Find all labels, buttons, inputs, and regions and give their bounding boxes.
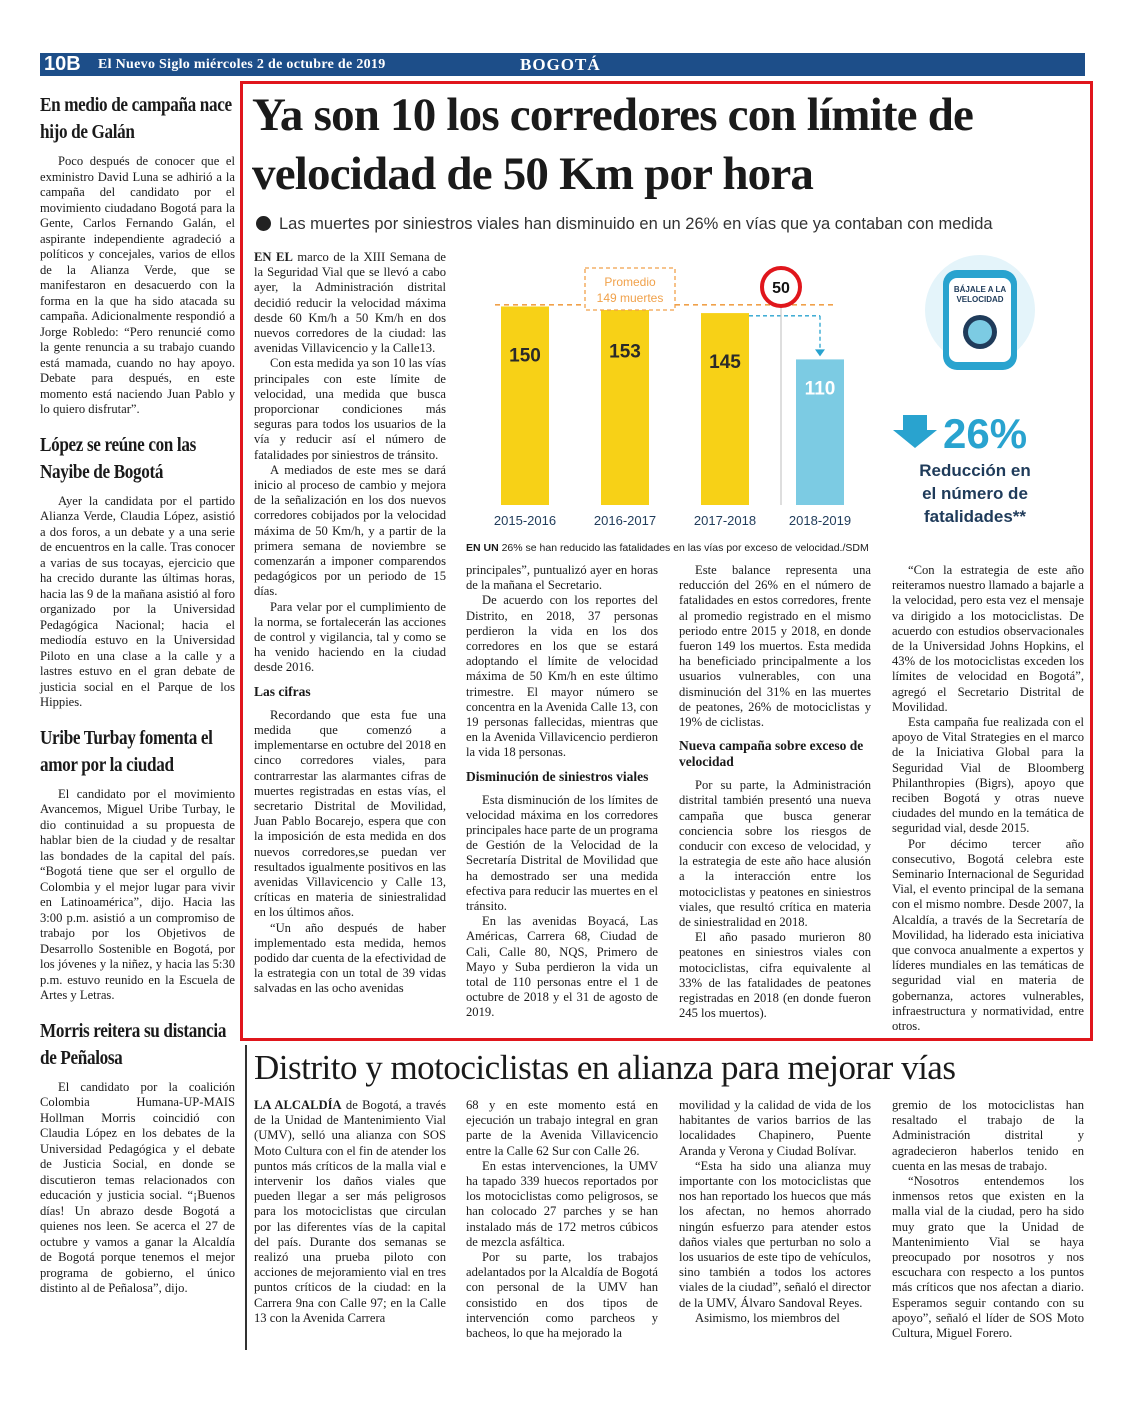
paragraph: Este balance representa una reducción del 26% en el número de fatalidades en estos corredores, frente al promedio registrado en el mismo periodo entre 2015 y 2018, en donde fueron 149 los muertos. Esta medida ha beneficiado principalmente a los usuarios vulnerables, con una disminución del 31% en las muertes de peatones, 26% de motociclistas y 19% de ciclistas. (679, 563, 871, 730)
article-column-2 (466, 563, 658, 1021)
paragraph: gremio de los motociclistas han resaltado el trabajo de la Administración distrital y agradecieron haberlos tenido en cuenta en las mesas de trabajo. (892, 1098, 1084, 1173)
paragraph: Por su parte, la Administración distrital también presentó una nueva campaña que busca generar conciencia sobre los riesgos de conducir con exceso de velocidad, y la estrategia de este año hace alusión a la interacción entre los motociclistas y peatones en siniestros viales, que resultó crítica en materia de siniestralidad en 2018. (679, 778, 871, 930)
paragraph: En las avenidas Boyacá, Las Américas, Carrera 68, Ciudad de Cali, Calle 80, NQS, Primero de Mayo y Suba perdieron la vida un total de 110 personas entre el 1 de octubre de 2018 y el 31 de agosto de 2019. (466, 914, 658, 1020)
bullet-dot-icon (256, 216, 271, 231)
bar-value-label: 153 (609, 341, 641, 363)
column-rule (245, 1045, 247, 1350)
article-column-1 (254, 250, 446, 997)
fatalities-chart (465, 250, 1075, 545)
subheading: Las cifras (254, 683, 311, 699)
reduction-text: el número de (922, 484, 1028, 503)
caption-text: 26% se han reducido las fatalidades en las vías por exceso de velocidad./SDM (498, 542, 869, 554)
paragraph: Esta campaña fue realizada con el apoyo de Vital Strategies en el marco de la Iniciativa Global para la Seguridad Vial de Bloomberg Philanthropies (Bigrs), apoyo que reciben Bogotá y otras nueve ciudades del mundo en la temática de seguridad vial, desde 2015. (892, 715, 1084, 836)
paragraph: movilidad y la calidad de vida de los habitantes de varios barrios de las localidades Chapinero, Puente Aranda y Verona y Ciudad Bolívar. (679, 1098, 871, 1158)
main-subhead (256, 214, 1086, 234)
brief-title: Morris reitera su distancia de Peñalosa (40, 1020, 227, 1069)
x-tick-label: 2016-2017 (593, 513, 657, 528)
brief-title: En medio de campaña nace hijo de Galán (40, 95, 232, 143)
reduction-value: 26% (943, 410, 1028, 457)
speed-sign-label: 50 (772, 280, 790, 297)
bar-value-label: 145 (709, 352, 741, 374)
subheading: Disminución de siniestros viales (466, 768, 649, 784)
paragraph: Para velar por el cumplimiento de la norma, se fortalecerán las acciones de control y vigilancia, tal y como se ha venido haciendo en la ciudad desde 2016. (254, 599, 446, 675)
x-tick-label: 2017-2018 (693, 513, 757, 528)
sidebar-briefs (40, 92, 235, 1311)
page-header-bar (40, 53, 1085, 76)
article-column-4 (892, 563, 1084, 1034)
paragraph: Esta disminución de los límites de velocidad máxima en los corredores principales hace parte de un programa de Gestión de la Velocidad de la Secretaría Distrital de Movilidad que ha demostrado ser una medida efectiva para reducir las muertes en el tránsito. (466, 792, 658, 914)
average-label: Promedio (604, 275, 656, 289)
paragraph: “Con la estrategia de este año reiteramos nuestro llamado a bajarle a la velocidad, pero esta vez el mensaje va dirigido a los motociclistas. De acuerdo con estudios observacionales de la Universidad Johns Hopkins, el 43% de los motociclistas exceden los límites de velocidad en Bogotá”, agregó el Secretario Distrital de Movilidad. (892, 563, 1084, 714)
average-label: 149 muertes (596, 291, 664, 305)
reduction-text: Reducción en (919, 461, 1031, 480)
brief-morris (40, 1018, 235, 1297)
second-column-3 (679, 1098, 871, 1326)
bar-value-label: 150 (509, 345, 541, 367)
article-column-3 (679, 563, 871, 1021)
subhead-text: Las muertes por siniestros viales han disminuido en un 26% en vías que ya contaban con medida (279, 215, 993, 233)
bar-2017-2018 (701, 313, 749, 505)
paragraph: Por décimo tercer año consecutivo, Bogotá celebra este Seminario Internacional de Seguridad Vial, el evento principal de la semana con el mismo nombre. Desde 2007, la Alcaldía, a través de la Secretaría de Movilidad, ha liderado esta iniciativa que convoca anualmente a expertos y líderes mundiales en las temáticas de seguridad vial en materia de gobernanza, actores vulnerables, infraestructura y normatividad, entre otros. (892, 836, 1084, 1034)
arrow-down-icon (893, 415, 937, 448)
lead-in: EN EL (254, 250, 293, 264)
second-headline: Distrito y motociclistas en alianza para mejorar vías (254, 1048, 956, 1087)
brief-galan (40, 92, 235, 418)
paragraph: Recordando que esta fue una medida que comenzó a implementarse en octubre del 2018 en cinco corredores viales, para contrarrestar las alarmantes cifras de muertes registradas en estas vías, el secretario Distrital de Movilidad, Juan Pablo Bocarejo, espera que con la imposición de esta medida en dos nuevos corredores,se puedan ver resultados igualmente positivos en las avenidas Villavicencio y Calle 13, críticas en materia de siniestralidad en los últimos años. (254, 707, 446, 920)
brief-title: López se reúne con las Nayibe de Bogotá (40, 434, 196, 483)
paragraph: Con esta medida ya son 10 las vías principales con este límite de velocidad, una medida que busca proporcionar condiciones más seguras para todos los usuarios de la vía y reducir así el número de fatalidades por siniestros de tránsito. (254, 356, 446, 462)
paragraph: “Esta ha sido una alianza muy importante con los motociclistas que nos han reportado los huecos que más los afectan, no hemos ahorrado ningún esfuerzo para atender estos daños viales que perturban no solo a los usuarios de este tipo de vehículos, sino también a todos los actores viales de la ciudad”, señaló el director de la UMV, Álvaro Sandoval Reyes. (679, 1158, 871, 1310)
second-column-4 (892, 1098, 1084, 1341)
main-headline: Ya son 10 los corredores con límite de velocidad de 50 Km por hora (252, 89, 974, 200)
second-column-2 (466, 1098, 658, 1341)
caption-lead: EN UN (466, 542, 499, 554)
brief-body: Poco después de conocer que el exministro David Luna se adhirió a la campaña del candidato por el movimiento ciudadano Bogotá para la Gente, Carlos Fernando Galán, el aspirante independiente agradeció a políticos y concejales, varios de ellos de la Alianza Verde, que se manifestaron en desacuerdo con la forma en la que ha sido atacada su campaña. Adicionalmente respondió a Jorge Robledo: “Pero renuncié como la gente renuncia a su trabajo cuando está mamada, cuando no hay apoyo. Debate para después, en este momento está naciendo Juan Pablo y lo quiero disfrutar”. (40, 154, 235, 416)
reduction-text: fatalidades** (923, 507, 1027, 526)
paragraph: El año pasado murieron 80 peatones en siniestros viales con motociclistas, cifra equivalente al 33% de las fatalidades de peatones registradas en 2018 (en donde fueron 245 los muertos). (679, 930, 871, 1021)
bar-value-label: 110 (804, 378, 836, 400)
lead-in: LA ALCALDÍA (254, 1098, 342, 1112)
brief-body: El candidato por la coalición Colombia Humana-UP-MAIS Hollman Morris coincidió con Claudia López en los debates de la Universidad Pedagógica y el debate de Justicia Social, en donde se discutieron temas relacionados con educación y justicia social. “¡Buenos días! Un abrazo desde Bogotá a quienes nos leen. Se acerca el 27 de octubre y vamos a ganar la Alcaldía de Bogotá porque tenemos el mejor programa de gobierno, el único distinto al de Peñalosa”, dijo. (40, 1079, 235, 1295)
paragraph: De acuerdo con los reportes del Distrito, en 2018, 37 personas perdieron la vida en los dos corredores en los que se estará adoptando el límite de velocidad máxima de 50 Km/h en este último trimestre. El mayor número se concentra en la Avenida Calle 13, con 19 personas fallecidas, mientras que en la Avenida Villavicencio perdieron la vida 18 personas. (466, 593, 658, 760)
paragraph-text: de Bogotá, a través de la Unidad de Mantenimiento Vial (UMV), selló una alianza con SOS Moto Cultura con el fin de atender los puntos más críticos de la malla vial e intervenir los daños viales que pueden llegar a ser más peligrosos para los motociclistas que circulan por las diferentes vías de la capital del país. Durante dos semanas se realizó una prueba piloto con acciones de mejoramiento vial en tres puntos críticos de la ciudad: en la Carrera 9na con Calle 97; en la Calle 13 con la Avenida Carrera (254, 1098, 447, 1325)
paragraph: 68 y en este momento está en ejecución un trabajo integral en gran parte de la Avenida Villavicencio entre la Calle 62 Sur con Calle 26. (466, 1098, 658, 1158)
x-tick-label: 2015-2016 (493, 513, 557, 528)
brief-lopez (40, 432, 235, 711)
section-name: BOGOTÁ (520, 55, 601, 74)
button-inner (968, 320, 992, 344)
paragraph: En estas intervenciones, la UMV ha tapado 339 huecos reportados por los motociclistas como peligrosos, se han colocado 27 parches y se han instalado más de 172 metros cúbicos de mezcla asfáltica. (466, 1158, 658, 1249)
paper-dateline: El Nuevo Siglo miércoles 2 de octubre de 2019 (98, 57, 386, 72)
paragraph: “Un año después de haber implementado esta medida, hemos podido dar cuenta de la efectividad de la estrategia con un total de 39 vidas salvadas en las ocho avenidas (254, 920, 446, 996)
badge-label: VELOCIDAD (956, 295, 1004, 304)
paragraph: Por su parte, los trabajos adelantados por la Alcaldía de Bogotá con personal de la UMV han consistido en dos tipos de intervención como parcheos y bacheos, lo que ha mejorado la (466, 1250, 658, 1341)
brief-title: Uribe Turbay fomenta el amor por la ciudad (40, 727, 213, 776)
paragraph-text: marco de la XIII Semana de la Seguridad Vial que se llevó a cabo ayer, la Administración distrital decidió reducir la velocidad máxima desde 60 Km/h a 50 Km/h en dos nuevos corredores de la ciudad: las avenidas Villavicencio y la Calle13. (254, 250, 446, 356)
x-tick-label: 2018-2019 (788, 513, 852, 528)
bar-2015-2016 (501, 306, 549, 505)
page-number: 10B (44, 53, 81, 75)
paragraph: “Nosotros entendemos los inmensos retos que existen en la malla vial de la ciudad, pero ha sido muy grato que la Unidad de Mantenimiento Vial se haya preocupado por nosotros y nos escuchara con respecto a los puntos más críticos que nos afectan a diario. Esperamos seguir contando con su apoyo”, señaló el líder de SOS Moto Cultura, Miguel Forero. (892, 1174, 1084, 1341)
badge-label: BÁJALE A LA (953, 285, 1007, 294)
brief-body: Ayer la candidata por el partido Alianza Verde, Claudia López, asistió a dos foros, a un debate y a una serie de encuentros en la calle. Tras conocer a varias de sus tocayas, ejercicio que ha crecido durante las últimas horas, hacia las 9 de la mañana asistió al foro organizado por la Universidad Pedagógica Nacional; hacia el mediodía estuvo en la Universidad Piloto en una clase a la calle y a lastres estuvo en el gran debate de justicia social en el Parque de los Hippies. (40, 493, 235, 709)
paragraph: principales”, puntualizó ayer en horas de la mañana el Secretario. (466, 563, 658, 593)
brief-uribe (40, 725, 235, 1004)
paragraph: A mediados de este mes se dará inicio al proceso de cambio y mejora de la señalización en los dos nuevos corredores cobijados por la velocidad máxima de 50 Km/h, y a partir de la primera semana de noviembre se comenzarán a imponer comparendos pedagógicos por un periodo de 15 días. (254, 462, 446, 599)
subheading: Nueva campaña sobre exceso de velocidad (679, 738, 864, 770)
arrow-down-icon (815, 349, 825, 356)
brief-body: El candidato por el movimiento Avancemos, Miguel Uribe Turbay, le dio continuidad a su propuesta de hablar bien de la ciudad y de resaltar las bondades de la capital del país. “Bogotá tiene que ser el orgullo de Colombia y el mejor lugar para vivir en Latinoamérica”, dijo. Hacia las 3:00 p.m. asistió a un compromiso de trabajo por los Objetivos de Desarrollo Sostenible en Bogotá, por los jóvenes y la niñez, y hacia las 5:30 p.m. estuvo reunido en la Escuela de Artes y Letras. (40, 786, 235, 1002)
paragraph: Asimismo, los miembros del (695, 1310, 840, 1325)
paragraph (254, 250, 446, 356)
bar-2016-2017 (601, 303, 649, 506)
chart-caption (466, 541, 1086, 555)
paragraph (254, 1098, 446, 1326)
second-column-1 (254, 1098, 446, 1326)
